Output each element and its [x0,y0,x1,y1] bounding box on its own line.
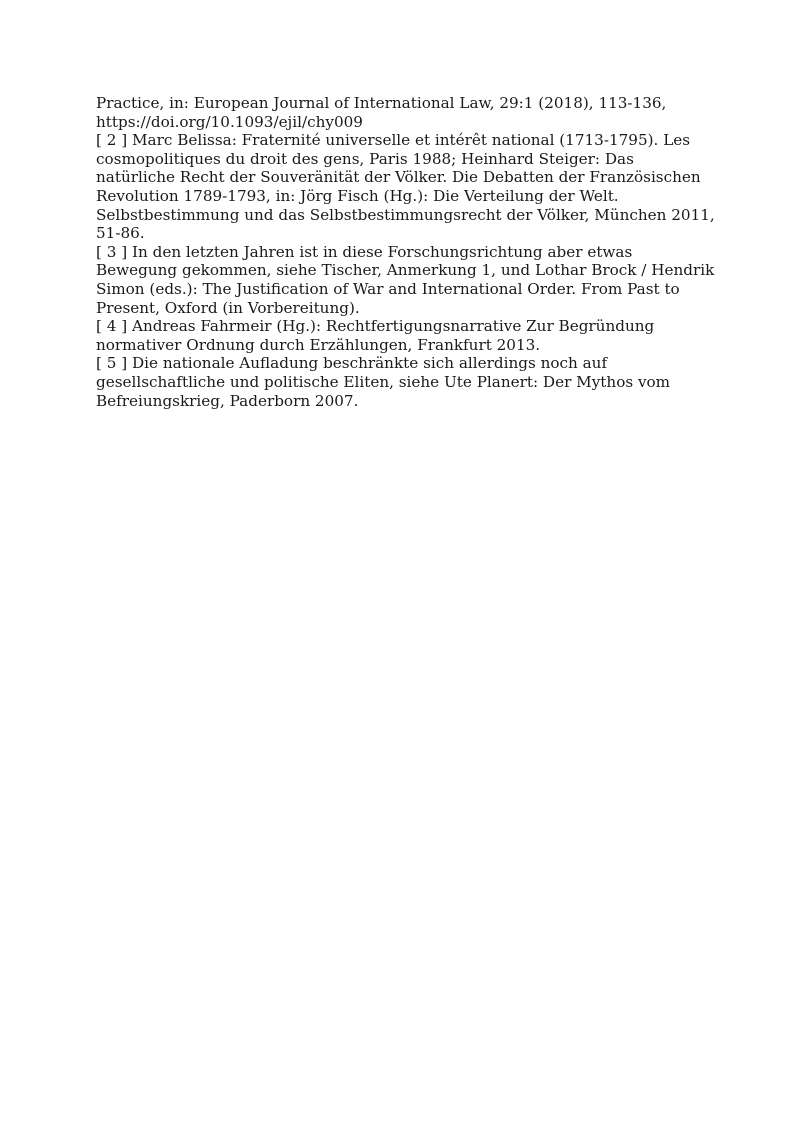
footnote-text: Marc Belissa: Fraternité universelle et intérêt national (1713-1795). Les cosmopolitiques du droit des gens, Paris 1988; Heinhard Steiger: Das natürliche Recht der Souveränität der Völker. Die Debatten der Französischen Revolution 1789-1793, in: Jörg Fisch (Hg.): Die Verteilung der Welt. Selbstbestimmung und das Selbstbestimmungsrecht der Völker, München 2011, 51-86. [96,131,715,243]
footnote-continuation [96,94,716,131]
footnote-text: Die nationale Aufladung beschränkte sich allerdings noch auf gesellschaftliche und politische Eliten, siehe Ute Planert: Der Mythos vom Befreiungskrieg, Paderborn 2007. [96,354,671,410]
footnote-4 [96,317,716,354]
footnote-marker[interactable]: [ 5 ] [96,354,128,373]
footnote-continuation-text: Practice, in: European Journal of International Law, 29:1 (2018), 113-136, [96,94,667,112]
footnote-3 [96,243,716,317]
footnote-5 [96,354,716,410]
footnote-2 [96,131,716,243]
footnote-text: In den letzten Jahren ist in diese Forschungsrichtung aber etwas Bewegung gekommen, siehe Tischer, Anmerkung 1, und Lothar Brock / Hendrik Simon (eds.): The Justification of War and International Order. From Past to Present, Oxford (in Vorbereitung). [96,242,715,317]
doi-link[interactable]: https://doi.org/10.1093/ejil/chy009 [96,112,363,131]
footnote-text: Andreas Fahrmeir (Hg.): Rechtfertigungsnarrative Zur Begründung normativer Ordnung durch Erzählungen, Frankfurt 2013. [96,317,655,354]
footnotes-section [96,94,716,410]
footnote-marker[interactable]: [ 4 ] [96,317,128,336]
footnote-marker[interactable]: [ 2 ] [96,131,128,150]
footnote-marker[interactable]: [ 3 ] [96,242,128,261]
